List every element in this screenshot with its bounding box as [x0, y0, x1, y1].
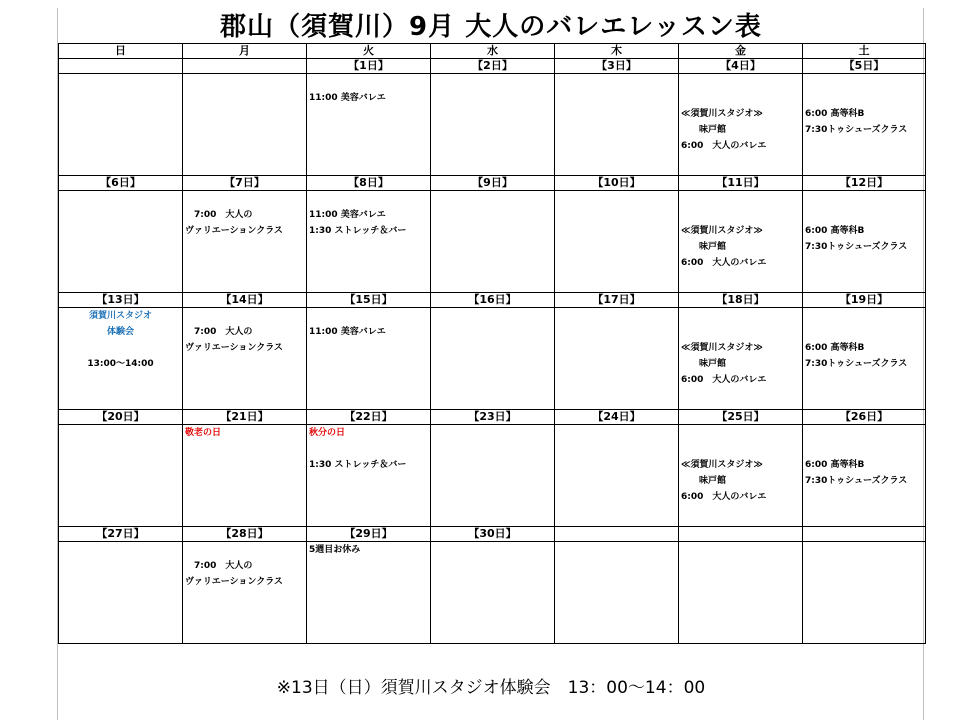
event-text: 6:00 高等科B: [805, 343, 865, 353]
trial-event-text: 須賀川スタジオ: [88, 311, 152, 321]
date-label: 【17日】: [555, 293, 679, 308]
holiday-label: 敬老の日: [185, 428, 222, 438]
day-cell: [555, 425, 679, 527]
event-text: 7:30トゥシューズクラス: [805, 476, 908, 486]
date-label: 【23日】: [431, 410, 555, 425]
weekday-wed: 水: [431, 44, 555, 59]
day-cell: [555, 308, 679, 410]
date-label: 【20日】: [59, 410, 183, 425]
holiday-label: 秋分の日: [309, 428, 346, 438]
event-text: 味戸館: [681, 359, 727, 369]
date-label: 【1日】: [307, 59, 431, 74]
date-label: 【2日】: [431, 59, 555, 74]
weekday-fri: 金: [679, 44, 803, 59]
weekday-tue: 火: [307, 44, 431, 59]
date-label: 【14日】: [183, 293, 307, 308]
date-row: [59, 527, 926, 542]
blank-line: [679, 90, 802, 106]
day-cell: [803, 191, 926, 293]
event-text: 6:00 大人のバレエ: [681, 258, 767, 268]
date-label: 【29日】: [307, 527, 431, 542]
event-text: ヴァリエーションクラス: [185, 226, 283, 236]
blank-line: [803, 207, 925, 223]
event-text: 7:30トゥシューズクラス: [805, 359, 908, 369]
blank-line: [803, 74, 925, 90]
date-label: [555, 527, 679, 542]
day-cell: [679, 542, 803, 644]
day-cell: [307, 74, 431, 176]
event-text: 6:00 高等科B: [805, 109, 865, 119]
day-cell: [431, 308, 555, 410]
event-text: 7:00 大人の: [185, 327, 253, 337]
blank-line: [679, 191, 802, 207]
event-text: 7:30トゥシューズクラス: [805, 125, 908, 135]
date-label: 【26日】: [803, 410, 926, 425]
day-cell: [307, 308, 431, 410]
blank-line: [803, 308, 925, 324]
blank-line: [679, 425, 802, 441]
blank-line: [183, 191, 306, 207]
blank-line: [679, 74, 802, 90]
date-label: 【11日】: [679, 176, 803, 191]
blank-line: [59, 340, 182, 356]
event-text: ≪須賀川スタジオ≫: [681, 109, 763, 119]
date-row: [59, 59, 926, 74]
date-label: 【30日】: [431, 527, 555, 542]
blank-line: [803, 324, 925, 340]
day-cell: [183, 74, 307, 176]
blank-line: [803, 441, 925, 457]
day-cell: [431, 191, 555, 293]
day-cell: [679, 425, 803, 527]
day-cell: [183, 308, 307, 410]
day-cell: [59, 191, 183, 293]
date-label: 【4日】: [679, 59, 803, 74]
day-cell: [803, 308, 926, 410]
day-cell: [183, 191, 307, 293]
events-row: [59, 308, 926, 410]
date-label: 【10日】: [555, 176, 679, 191]
day-cell: [59, 542, 183, 644]
day-cell: [803, 74, 926, 176]
weekday-sat: 土: [803, 44, 926, 59]
blank-line: [307, 191, 430, 207]
date-label: 【18日】: [679, 293, 803, 308]
blank-line: [679, 308, 802, 324]
weekday-sun: 日: [59, 44, 183, 59]
day-cell: [679, 308, 803, 410]
blank-line: [679, 324, 802, 340]
date-label: 【3日】: [555, 59, 679, 74]
date-row: [59, 176, 926, 191]
date-label: 【7日】: [183, 176, 307, 191]
date-label: [59, 59, 183, 74]
event-text: ≪須賀川スタジオ≫: [681, 460, 763, 470]
day-cell: [307, 191, 431, 293]
day-cell: [431, 74, 555, 176]
day-cell: [307, 542, 431, 644]
events-row: [59, 542, 926, 644]
trial-event-text: 13:00～14:00: [87, 359, 154, 369]
event-text: 6:00 高等科B: [805, 226, 865, 236]
blank-line: [183, 542, 306, 558]
date-label: 【13日】: [59, 293, 183, 308]
date-label: 【5日】: [803, 59, 926, 74]
date-label: 【19日】: [803, 293, 926, 308]
day-cell: [59, 308, 183, 410]
blank-line: [803, 191, 925, 207]
event-text: 5週目お休み: [309, 545, 361, 555]
date-label: 【21日】: [183, 410, 307, 425]
date-row: [59, 293, 926, 308]
event-text: 味戸館: [681, 125, 727, 135]
date-label: 【6日】: [59, 176, 183, 191]
day-cell: [555, 542, 679, 644]
day-cell: [555, 74, 679, 176]
trial-event-text: 体験会: [106, 327, 134, 337]
day-cell: [307, 425, 431, 527]
date-label: [803, 527, 926, 542]
event-text: 1:30 ストレッチ＆バー: [309, 226, 407, 236]
weekday-header-row: [59, 44, 926, 59]
blank-line: [803, 90, 925, 106]
event-text: 1:30 ストレッチ＆バー: [309, 460, 407, 470]
event-text: 味戸館: [681, 476, 727, 486]
event-text: ≪須賀川スタジオ≫: [681, 343, 763, 353]
date-label: [679, 527, 803, 542]
blank-line: [679, 207, 802, 223]
date-label: 【27日】: [59, 527, 183, 542]
blank-line: [803, 425, 925, 441]
day-cell: [803, 542, 926, 644]
event-text: 11:00 美容バレエ: [309, 327, 386, 337]
weekday-thu: 木: [555, 44, 679, 59]
page-title: 郡山（須賀川）9月 大人のバレエレッスン表: [220, 12, 762, 42]
blank-line: [679, 441, 802, 457]
event-text: 11:00 美容バレエ: [309, 210, 386, 220]
event-text: 7:30トゥシューズクラス: [805, 242, 908, 252]
date-label: 【28日】: [183, 527, 307, 542]
day-cell: [183, 542, 307, 644]
date-label: 【9日】: [431, 176, 555, 191]
day-cell: [431, 425, 555, 527]
event-text: 6:00 大人のバレエ: [681, 141, 767, 151]
event-text: ≪須賀川スタジオ≫: [681, 226, 763, 236]
day-cell: [679, 74, 803, 176]
events-row: [59, 191, 926, 293]
day-cell: [59, 74, 183, 176]
day-cell: [555, 191, 679, 293]
day-cell: [679, 191, 803, 293]
date-label: 【25日】: [679, 410, 803, 425]
date-label: [183, 59, 307, 74]
date-row: [59, 410, 926, 425]
date-label: 【12日】: [803, 176, 926, 191]
event-text: 6:00 高等科B: [805, 460, 865, 470]
date-label: 【22日】: [307, 410, 431, 425]
events-row: [59, 425, 926, 527]
event-text: 11:00 美容バレエ: [309, 93, 386, 103]
footer-note: ※13日（日）須賀川スタジオ体験会 13：00～14：00: [276, 678, 706, 698]
day-cell: [59, 425, 183, 527]
event-text: 7:00 大人の: [185, 210, 253, 220]
blank-line: [307, 441, 430, 457]
date-label: 【16日】: [431, 293, 555, 308]
event-text: 味戸館: [681, 242, 727, 252]
day-cell: [183, 425, 307, 527]
event-text: 6:00 大人のバレエ: [681, 492, 767, 502]
schedule-calendar: [58, 43, 926, 644]
event-text: ヴァリエーションクラス: [185, 343, 283, 353]
event-text: 7:00 大人の: [185, 561, 253, 571]
day-cell: [803, 425, 926, 527]
date-label: 【8日】: [307, 176, 431, 191]
day-cell: [431, 542, 555, 644]
blank-line: [183, 308, 306, 324]
date-label: 【24日】: [555, 410, 679, 425]
date-label: 【15日】: [307, 293, 431, 308]
event-text: ヴァリエーションクラス: [185, 577, 283, 587]
blank-line: [307, 308, 430, 324]
blank-line: [307, 74, 430, 90]
events-row: [59, 74, 926, 176]
event-text: 6:00 大人のバレエ: [681, 375, 767, 385]
weekday-mon: 月: [183, 44, 307, 59]
